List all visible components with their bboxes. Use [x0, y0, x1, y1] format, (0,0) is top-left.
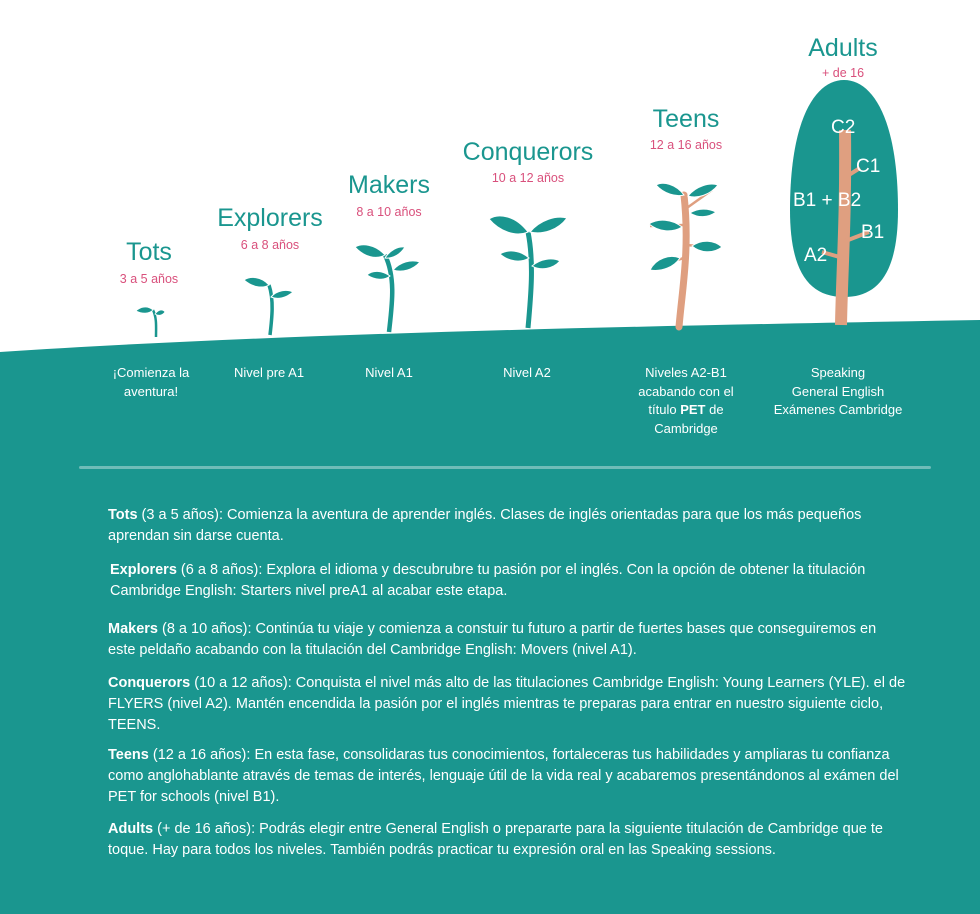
sprout-explorers-icon [244, 277, 293, 335]
stage-title-teens: Teens [652, 105, 720, 133]
tree-teens-icon [649, 183, 722, 327]
description-conquerors: Conquerors (10 a 12 años): Conquista el nivel más alto de las titulaciones Cambridge English: Young Learners (YLE). el de FLYERS (nivel A2). Mantén encendida la pasión por el inglés mientras te preparas para entrar en nuestro siguiente ciclo, TEENS. [108, 675, 906, 733]
stage-level-teens: Niveles A2-B1 acabando con el título PET de Cambridge [638, 365, 734, 436]
stage-age-explorers: 6 a 8 años [240, 238, 300, 252]
stage-title-explorers: Explorers [217, 204, 323, 232]
divider [79, 466, 931, 469]
stage-level-explorers: Nivel pre A1 [233, 365, 305, 380]
stage-level-tots: ¡Comienza la aventura! [112, 365, 190, 399]
stage-title-tots: Tots [126, 238, 172, 266]
stage-age-teens: 12 a 16 años [649, 138, 723, 152]
tree-level-b1-b2: B1 + B2 [793, 190, 862, 211]
tree-level-b1: B1 [861, 222, 885, 243]
sprout-tots-icon [136, 307, 165, 337]
stage-title-conquerors: Conquerors [462, 138, 594, 166]
description-explorers: Explorers (6 a 8 años): Explora el idioma y descubrubre tu pasión por el inglés. Con la opción de obtener la titulación Cambridge English: Starters nivel preA1 al acabar este etapa. [110, 562, 866, 599]
stage-level-makers: Nivel A1 [365, 365, 413, 380]
stage-level-adults: Speaking General English Exámenes Cambridge [773, 365, 903, 417]
description-adults: Adults (+ de 16 años): Podrás elegir entre General English o prepararte para la siguiente titulación de Cambridge que te toque. Hay para todos los niveles. También podrás practicar tu expresión oral en las Speaking sessions. [108, 821, 883, 858]
description-teens: Teens (12 a 16 años): En esta fase, consolidaras tus conocimientos, fortaleceras tus habilidades y ampliaras tu confianza como anglohablante através de temas de interés, lenguaje útil de la vida real y acabaremos presentándonos al exámen del PET for schools (nivel B1). [108, 747, 899, 805]
stage-title-adults: Adults [808, 34, 878, 62]
stage-age-conquerors: 10 a 12 años [491, 171, 565, 185]
tree-level-a2: A2 [804, 245, 828, 266]
sprout-conquerors-icon [489, 216, 567, 328]
stage-age-tots: 3 a 5 años [119, 272, 179, 286]
stage-age-adults: + de 16 [821, 66, 865, 80]
description-tots: Tots (3 a 5 años): Comienza la aventura de aprender inglés. Clases de inglés orientadas para que los más pequeños aprendan sin darse cuenta. [108, 507, 862, 544]
stage-level-conquerors: Nivel A2 [503, 365, 551, 380]
tree-level-c2: C2 [831, 117, 856, 138]
description-makers: Makers (8 a 10 años): Continúa tu viaje y comienza a constuir tu futuro a partir de fuertes bases que conseguiremos en este peldaño acabando con la titulación del Cambridge English: Movers (nivel A1). [108, 621, 877, 658]
sprout-makers-icon [355, 245, 420, 332]
tree-level-c1: C1 [856, 156, 881, 177]
stage-age-makers: 8 a 10 años [356, 205, 422, 219]
stage-title-makers: Makers [348, 171, 430, 199]
